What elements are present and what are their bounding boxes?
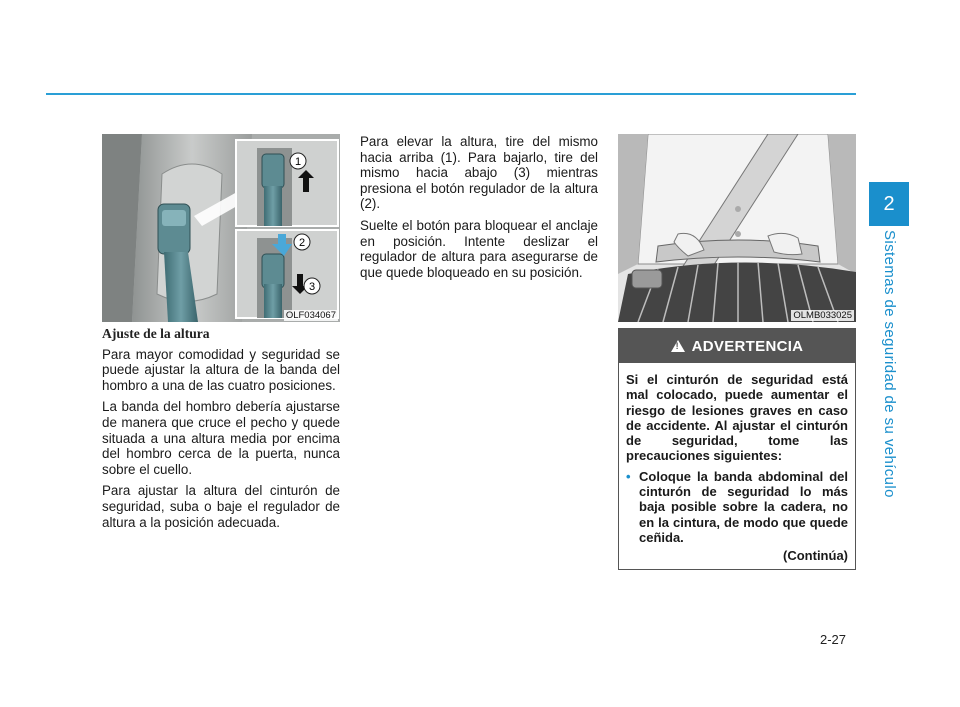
chapter-number: 2 [883,192,895,215]
warning-body [619,363,855,564]
lap-belt-figure [618,134,856,322]
figure-code-right: OLMB033025 [793,310,852,321]
height-adjuster-figure [102,134,340,322]
warning-intro: Si el cinturón de seguridad está mal colocado, puede aumentar el riesgo de lesiones graves en caso de accidente. Al ajustar el cinturón de seguridad, tome las precauciones siguientes: [626,372,848,464]
callout-2: 2 [299,237,306,249]
continued-label: (Continúa) [783,548,848,564]
warning-title: ADVERTENCIA [691,337,804,355]
height-adjuster-illustration [102,134,340,322]
paragraph: Para mayor comodidad y seguridad se puede ajustar la altura de la banda del hombro a una de las cuatro posiciones. [102,346,340,393]
section-heading: Ajuste de la altura [102,326,210,341]
page-number: 2-27 [820,632,847,647]
warning-triangle-icon [671,340,685,352]
warning-bullet [626,469,848,545]
warning-box [618,328,856,570]
header-rule [46,93,856,95]
bullet-dot-icon: • [626,468,631,484]
figure-code-left: OLF034067 [285,310,336,321]
lap-belt-illustration [618,134,856,322]
paragraph: Para elevar la altura, tire del mismo hacia arriba (1). Para bajarlo, tire del mismo hacia abajo (3) mientras presiona el botón regulador de la altura (2). [360,134,598,212]
paragraph: La banda del hombro debería ajustarse de manera que cruce el pecho y quede situada a una altura media por encima del hombro cerca de la puerta, nunca sobre el cuello. [102,399,340,477]
chapter-tab[interactable] [869,182,909,226]
callout-3: 3 [309,281,316,293]
warning-bullet-text: Coloque la banda abdominal del cinturón de seguridad lo más baja posible sobre la cadera, no en la cintura, de modo que quede ceñida. [639,468,848,545]
middle-text-column [360,134,598,286]
paragraph: Suelte el botón para bloquear el anclaje en posición. Intente deslizar el regulador de altura para asegurarse de que quede bloqueado en su posición. [360,217,598,280]
chapter-side-title [876,230,904,498]
paragraph: Para ajustar la altura del cinturón de seguridad, suba o baje el regulador de altura a la posición adecuada. [102,483,340,530]
callout-1: 1 [295,156,302,168]
warning-header [619,329,855,363]
left-text-column [102,326,340,536]
chapter-title: Sistemas de seguridad de su vehículo [881,230,898,498]
